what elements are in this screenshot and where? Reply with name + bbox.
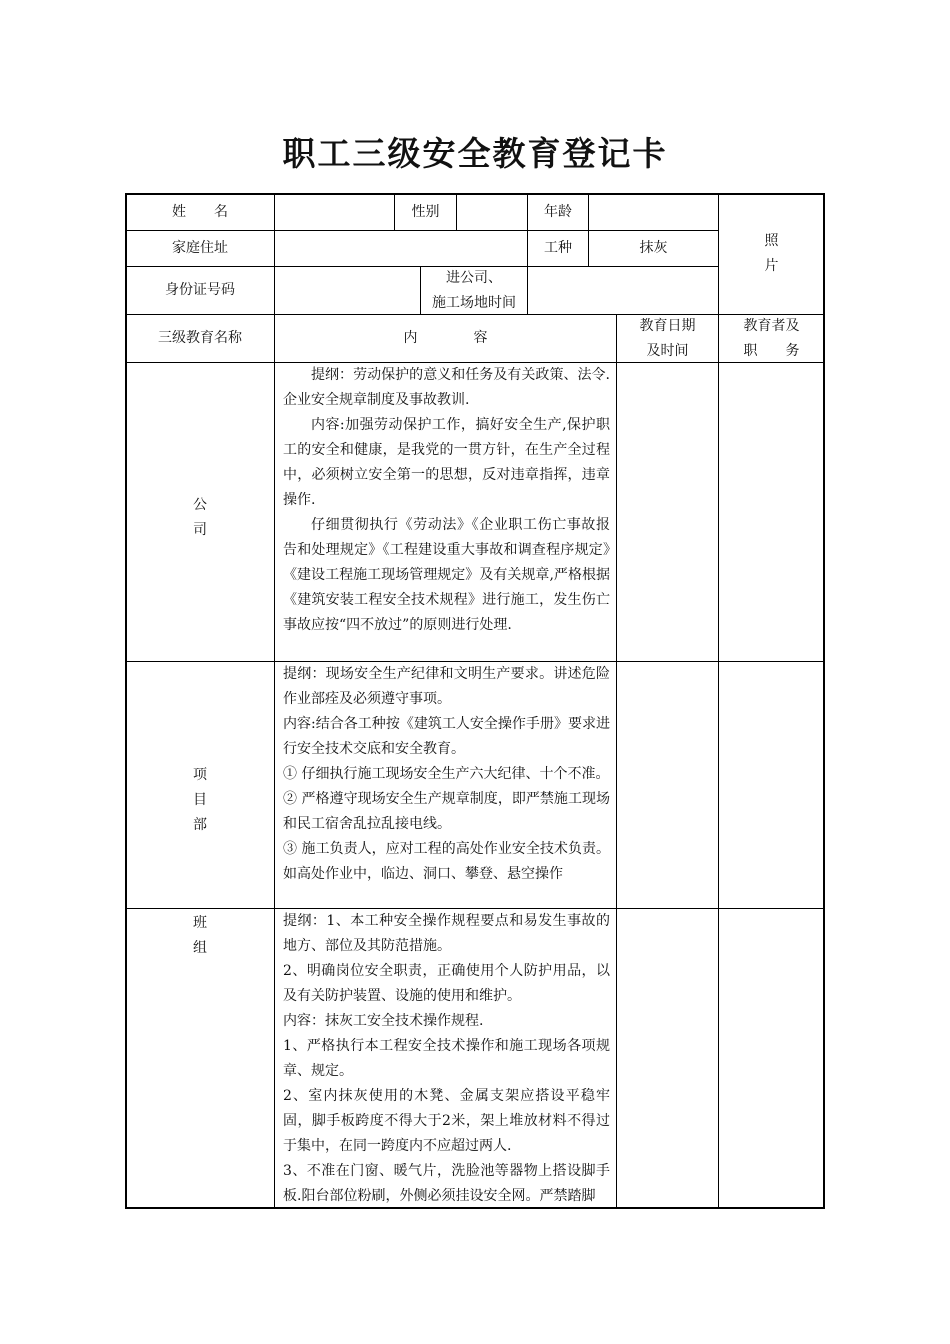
level-name-team: [126, 909, 274, 1209]
level-date-project[interactable]: [617, 662, 718, 908]
page-title: 职工三级安全教育登记卡: [282, 134, 668, 173]
header-date-line: 及时间: [646, 342, 689, 359]
id-field[interactable]: [275, 267, 420, 314]
content-paragraph: 2、明确岗位安全职责，正确使用个人防护用品，以及有关防护装置、设施的使用和维护。: [283, 963, 610, 1004]
header-date: [617, 315, 718, 362]
age-label: 年龄: [544, 203, 572, 220]
level-name-char: 目: [193, 791, 207, 808]
header-educator-line: 职 务: [743, 342, 800, 359]
photo-box[interactable]: [719, 194, 824, 314]
age-field[interactable]: [589, 194, 718, 230]
content-paragraph: 提纲：1、本工种安全操作规程要点和易发生事故的地方、部位及其防范措施。: [283, 913, 610, 954]
content-paragraph: 提纲：劳动保护的意义和任务及有关政策、法令.企业安全规章制度及事故教训.: [283, 367, 610, 408]
header-educator: [719, 315, 824, 362]
level-name-char: 班: [193, 915, 207, 931]
gender-field[interactable]: [457, 194, 527, 230]
level-content-team: [275, 909, 616, 1207]
level-date-team[interactable]: [617, 909, 718, 1207]
header-content: 内 容: [403, 330, 488, 346]
level-educator-team[interactable]: [719, 909, 824, 1207]
entry-time-label-line: 施工场地时间: [432, 294, 516, 311]
content-paragraph: ③ 施工负责人，应对工程的高处作业安全技术负责。如高处作业中，临边、洞口、攀登、悬空操作: [283, 841, 610, 882]
level-name-char: 项: [193, 766, 207, 783]
level-date-company[interactable]: [617, 363, 718, 661]
trade-label: 工种: [544, 240, 572, 256]
content-paragraph: 3、不准在门窗、暖气片，洗脸池等器物上搭设脚手板.阳台部位粉刷，外侧必须挂设安全网。严禁踏脚: [283, 1163, 610, 1204]
level-educator-project[interactable]: [719, 662, 824, 908]
id-label: 身份证号码: [165, 282, 235, 298]
level-name-char: 组: [193, 940, 207, 956]
level-name-char: 司: [193, 522, 207, 538]
level-content-project: [275, 662, 616, 908]
level-name-char: 公: [193, 497, 207, 513]
entry-time-label: [421, 267, 527, 314]
content-paragraph: 内容:结合各工种按《建筑工人安全操作手册》要求进行安全技术交底和安全教育。: [283, 716, 610, 757]
entry-time-field[interactable]: [528, 267, 718, 314]
entry-time-label-line: 进公司、: [446, 269, 502, 286]
name-field[interactable]: [275, 194, 394, 230]
content-paragraph: 提纲：现场安全生产纪律和文明生产要求。讲述危险作业部痊及必须遵守事项。: [283, 666, 610, 707]
content-paragraph: 2、室内抹灰使用的木凳、金属支架应搭设平稳牢固，脚手板跨度不得大于2米，架上堆放材料不得过于集中，在同一跨度内不应超过两人.: [283, 1088, 610, 1154]
gender-label: 性别: [411, 203, 440, 220]
address-label: 家庭住址: [172, 240, 228, 256]
content-paragraph: 内容：抹灰工安全技术操作规程.: [283, 1013, 484, 1029]
content-paragraph: 内容:加强劳动保护工作，搞好安全生产,保护职工的安全和健康，是我党的一贯方针，在生产全过程中，必须树立安全第一的思想，反对违章指挥，违章操作.: [283, 417, 610, 508]
name-label: 姓 名: [172, 203, 228, 220]
address-field[interactable]: [275, 231, 527, 266]
level-name-project: [126, 662, 274, 908]
photo-label-char: 片: [764, 258, 779, 274]
content-paragraph: 仔细贯彻执行《劳动法》《企业职工伤亡事故报告和处理规定》《工程建设重大事故和调查程序规定》《建设工程施工现场管理规定》及有关规章,严格根据《建筑安装工程安全技术规程》进行施工，发生伤亡事故应按“四不放过”的原则进行处理.: [283, 517, 610, 633]
level-content-company: [275, 363, 616, 661]
content-paragraph: ② 严格遵守现场安全生产规章制度，即严禁施工现场和民工宿舍乱拉乱接电线。: [283, 791, 610, 832]
level-name-company: [126, 363, 274, 661]
content-paragraph: 1、严格执行本工程安全技术操作和施工现场各项规章、规定。: [283, 1038, 610, 1079]
photo-label-char: 照: [764, 233, 779, 249]
content-paragraph: ① 仔细执行施工现场安全生产六大纪律、十个不准。: [283, 766, 610, 782]
header-level-name: 三级教育名称: [158, 330, 242, 346]
header-date-line: 教育日期: [639, 317, 696, 334]
level-name-char: 部: [193, 816, 207, 833]
header-educator-line: 教育者及: [743, 317, 800, 334]
trade-field[interactable]: 抹灰: [639, 240, 668, 256]
level-educator-company[interactable]: [719, 363, 824, 661]
